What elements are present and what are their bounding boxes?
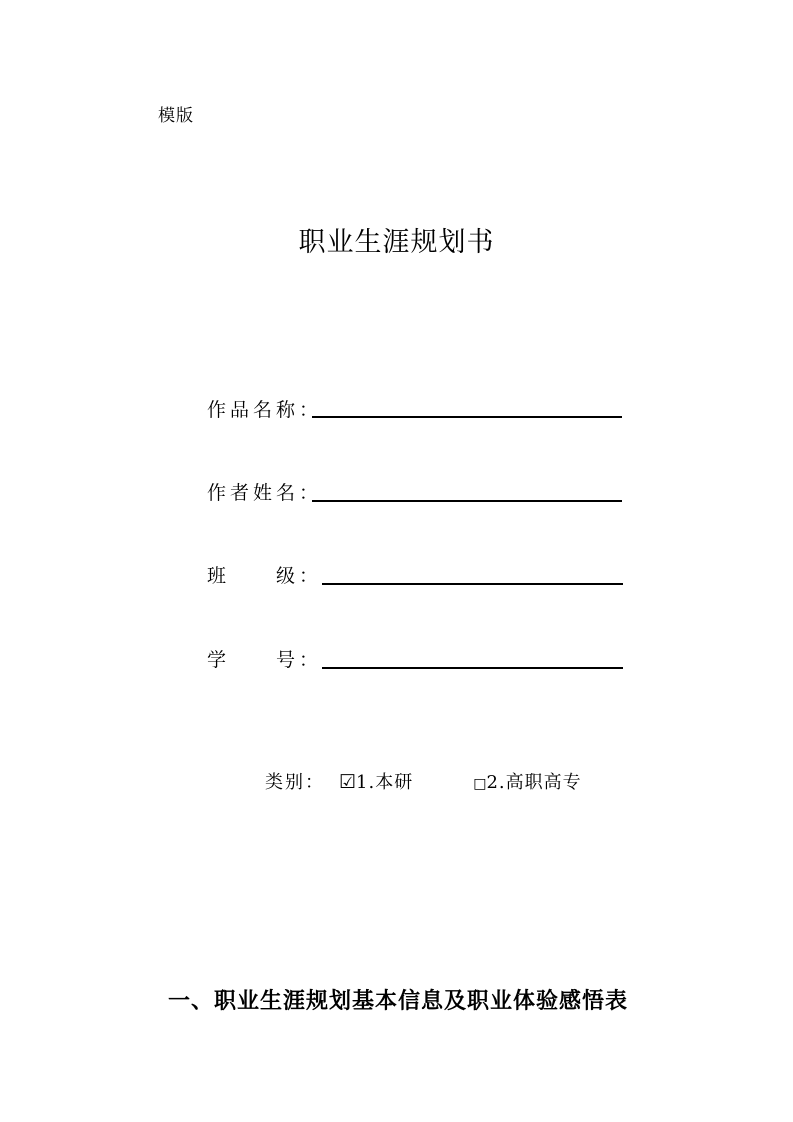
category-option-vocational[interactable]: 2.高职高专 [486,772,582,793]
category-option-undergrad[interactable]: 1.本研 [356,772,414,793]
category-label: 类别： [265,772,325,793]
field-label-work-name: 作品名称： [207,399,323,421]
field-line-work-name[interactable] [312,416,622,418]
document-title: 职业生涯规划书 [298,227,495,258]
field-line-author-name[interactable] [312,500,622,502]
checked-box-icon[interactable]: ☑ [339,771,357,793]
template-label: 模版 [158,106,194,126]
category-row [265,770,582,796]
field-line-class[interactable] [322,583,623,585]
unchecked-box-icon[interactable]: □ [473,776,487,792]
field-label-class: 班 级： [207,565,323,587]
field-label-student-id: 学 号： [207,649,323,671]
field-line-student-id[interactable] [322,667,623,669]
field-label-author-name: 作者姓名： [207,482,323,504]
section-heading: 一、职业生涯规划基本信息及职业体验感悟表 [168,989,629,1014]
